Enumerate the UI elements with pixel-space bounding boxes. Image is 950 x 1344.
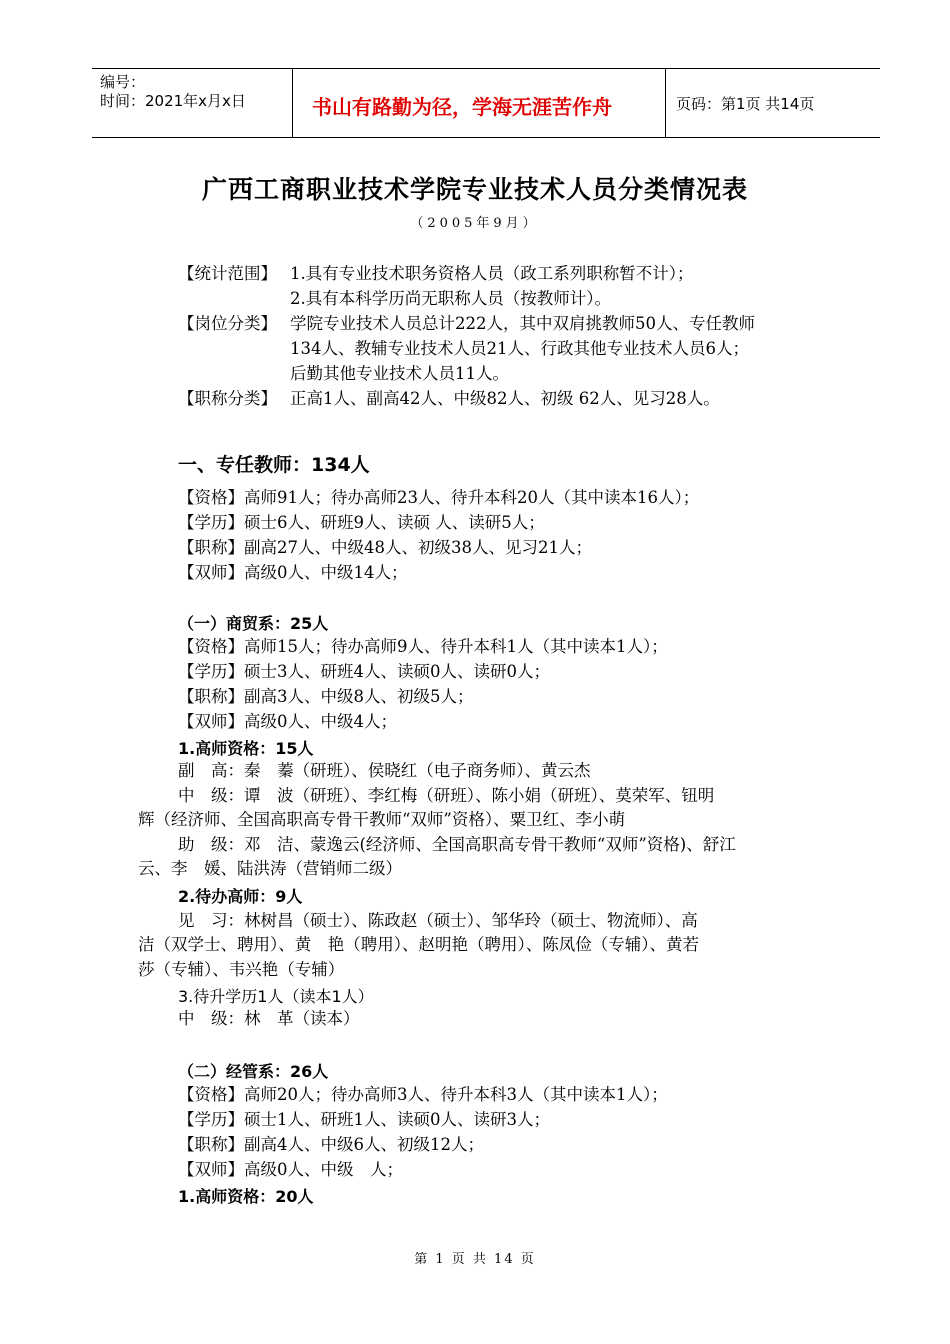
dept-line: 【职称】副高4人、中级6人、初级12人； [178, 1135, 484, 1154]
post-line-3: 后勤其他专业技术人员11人。 [290, 364, 509, 383]
sub-line: 辉（经济师、全国高职高专骨干教师“双师”资格）、粟卫红、李小萌 [138, 810, 626, 829]
section-line: 【资格】高师91人；待办高师23人、待升本科20人（其中读本16人）； [178, 488, 700, 507]
sub-heading [178, 736, 313, 759]
header-meta [100, 73, 246, 111]
page-footer: 第 1 页 共 14 页 [414, 1252, 536, 1267]
post-line-1: 学院专业技术人员总计222人，其中双肩挑教师50人、专任教师 [290, 314, 755, 333]
dept-line: 【资格】高师20人；待办高师3人、待升本科3人（其中读本1人）； [178, 1085, 668, 1104]
dept-line: 【双师】高级0人、中级 人； [178, 1160, 403, 1179]
post-label: 【岗位分类】 [178, 314, 277, 333]
dept-heading: （一）商贸系：25人 [178, 614, 329, 633]
sub-line: 中 级：林 革（读本） [178, 1009, 360, 1028]
sub-heading-text: 1.高师资格：15人 [178, 739, 314, 758]
sub-line: 莎（专辅）、韦兴艳（专辅） [138, 960, 345, 979]
dept-line: 【职称】副高3人、中级8人、初级5人； [178, 687, 474, 706]
section-line: 【双师】高级0人、中级14人； [178, 563, 408, 582]
document-title: 广西工商职业技术学院专业技术人员分类情况表 [201, 175, 748, 204]
sub-heading [178, 884, 302, 907]
time-label: 时间：2021年x月x日 [100, 92, 246, 110]
header-divider [665, 69, 666, 137]
sub-heading-text: 1.高师资格：20人 [178, 1187, 314, 1206]
header-page-label: 页码：第1页 共14页 [676, 95, 815, 113]
sub-line: 见 习：林树昌（硕士）、陈政赵（硕士）、邹华玲（硕士、物流师）、高 [178, 911, 698, 930]
sub-line: 助 级：邓 洁、蒙逸云(经济师、全国高职高专骨干教师“双师”资格)、舒江 [178, 835, 736, 854]
dept-line: 【学历】硕士1人、研班1人、读硕0人、读研3人； [178, 1110, 550, 1129]
sub-heading [178, 1184, 313, 1207]
page-header [92, 68, 880, 138]
section-line: 【学历】硕士6人、研班9人、读硕 人、读研5人； [178, 513, 545, 532]
sub-heading: 3.待升学历1人（读本1人） [178, 987, 374, 1006]
section-heading: 一、专任教师：134人 [178, 454, 370, 476]
dept-heading: （二）经管系：26人 [178, 1062, 329, 1081]
post-line-2: 134人、教辅专业技术人员21人、行政其他专业技术人员6人； [290, 339, 749, 358]
scope-label: 【统计范围】 [178, 264, 277, 283]
sub-line: 洁（双学士、聘用）、黄 艳（聘用）、赵明艳（聘用）、陈凤俭（专辅）、黄若 [138, 935, 699, 954]
number-label: 编号： [100, 73, 146, 91]
dept-line: 【学历】硕士3人、研班4人、读硕0人、读研0人； [178, 662, 550, 681]
title-class-line: 正高1人、副高42人、中级82人、初级 62人、见习28人。 [290, 389, 720, 408]
sub-line: 中 级：谭 波（研班）、李红梅（研班）、陈小娟（研班）、莫荣军、钮明 [178, 786, 715, 805]
sub-line: 副 高：秦 蓁（研班）、侯晓红（电子商务师）、黄云杰 [178, 761, 591, 780]
sub-line: 云、李 媛、陆洪涛（营销师二级） [138, 859, 402, 878]
sub-heading-text: 2.待办高师：9人 [178, 887, 303, 906]
scope-item-1: 1.具有专业技术职务资格人员（政工系列职称暂不计）； [290, 264, 694, 283]
document-subtitle: （2005年9月） [410, 216, 540, 231]
header-motto: 书山有路勤为径，学海无涯苦作舟 [312, 95, 612, 119]
dept-line: 【资格】高师15人；待办高师9人、待升本科1人（其中读本1人）； [178, 637, 668, 656]
section-line: 【职称】副高27人、中级48人、初级38人、见习21人； [178, 538, 592, 557]
scope-item-2: 2.具有本科学历尚无职称人员（按教师计）。 [290, 289, 611, 308]
dept-line: 【双师】高级0人、中级4人； [178, 712, 397, 731]
header-divider [292, 69, 293, 137]
title-class-label: 【职称分类】 [178, 389, 277, 408]
